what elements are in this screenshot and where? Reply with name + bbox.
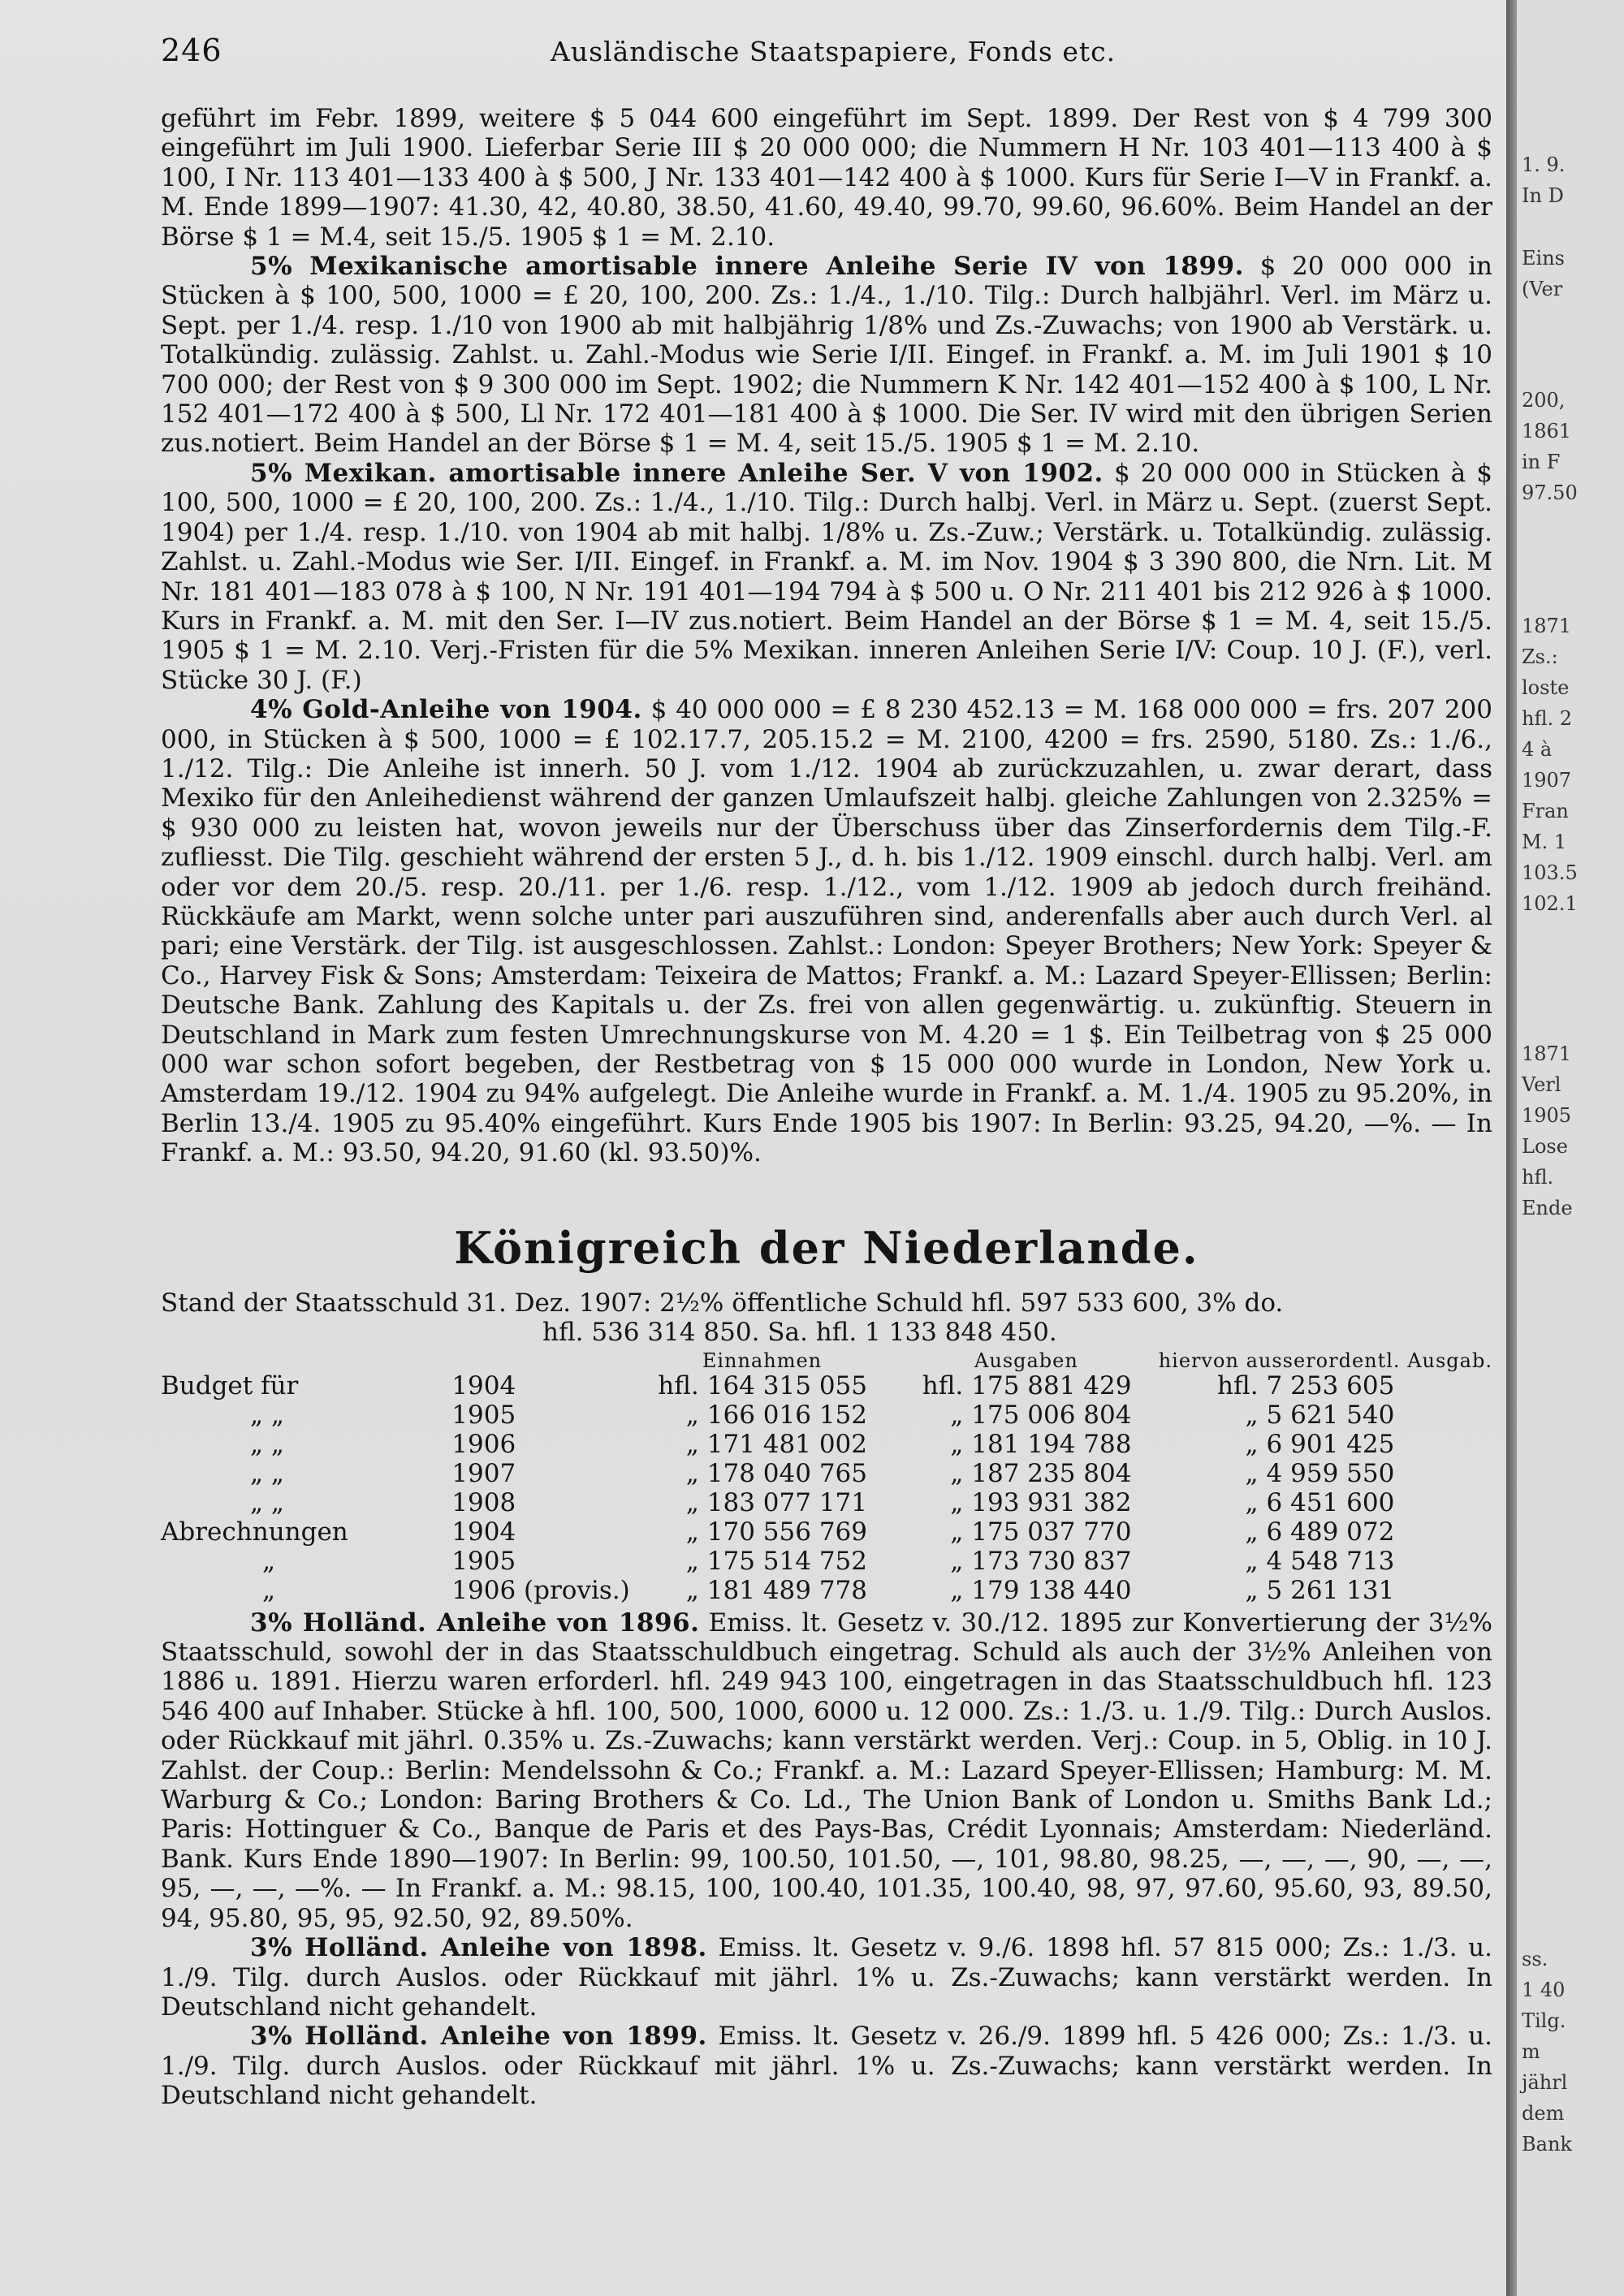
value-ausserordentl: 5 261 131 (1266, 1575, 1395, 1605)
bond-heading: 3% Holländ. Anleihe von 1898. (250, 1933, 707, 1963)
currency-ausserordentl: „ (1245, 1429, 1259, 1459)
paragraph-continuation: geführt im Febr. 1899, weitere $ 5 044 600 eingeführt im Sept. 1899. Der Rest von $ 4 799 300 eingeführt im Juli 1900. Lieferbar Serie III $ 20 000 000; die Nummern H Nr. 103 401—113 400 à $ 100, I Nr. 113 401—133 400 à $ 500, J Nr. 133 401—142 400 à $ 1000. Kurs für Serie I—V in Frankf. a. M. Ende 1899—1907: 41.30, 42, 40.80, 38.50, 41.60, 49.40, 99.70, 99.60, 96.60%. Beim Handel an der Börse $ 1 = M.4, seit 15./5. 1905 $ 1 = M. 2.10. (161, 104, 1492, 252)
value-ausserordentl: 7 253 605 (1266, 1370, 1395, 1400)
bond-heading: 4% Gold-Anleihe von 1904. (250, 695, 642, 725)
value-ausgaben: 175 006 804 (971, 1400, 1132, 1430)
adjacent-page-fragment: 1. 9. (1522, 153, 1566, 176)
state-debt-line-2: hfl. 536 314 850. Sa. hfl. 1 133 848 450. (542, 1317, 1057, 1347)
currency-ausgaben: „ (950, 1487, 964, 1517)
budget-header-row (161, 1350, 1492, 1371)
budget-row (161, 1400, 1492, 1430)
adjacent-page-fragment: in F (1522, 451, 1561, 473)
budget-table (161, 1350, 1492, 1605)
row-year: 1908 (451, 1487, 516, 1517)
currency-einnahmen: „ (685, 1458, 699, 1488)
adjacent-page-fragment: dem (1522, 2102, 1565, 2125)
row-year: 1906 (451, 1429, 516, 1459)
currency-einnahmen: „ (685, 1546, 699, 1576)
value-ausserordentl: 6 901 425 (1266, 1429, 1395, 1459)
currency-einnahmen: hfl. (658, 1370, 699, 1400)
currency-ausgaben: „ (950, 1575, 964, 1605)
value-ausserordentl: 4 959 550 (1266, 1458, 1395, 1488)
value-einnahmen: 166 016 152 (706, 1400, 867, 1430)
value-ausgaben: 179 138 440 (971, 1575, 1132, 1605)
row-label: „ (262, 1575, 276, 1605)
bond-entry-holland-1896 (161, 1608, 1492, 1933)
adjacent-page-fragment: Zs.: (1522, 645, 1558, 668)
row-year: 1906 (provis.) (451, 1575, 630, 1605)
adjacent-page-fragment: hfl. 2 (1522, 707, 1572, 730)
currency-einnahmen: „ (685, 1517, 699, 1547)
row-label: „ „ (250, 1429, 284, 1459)
col-header-ausgaben: Ausgaben (974, 1349, 1078, 1372)
bond-text: $ 20 000 000 in Stücken à $ 100, 500, 1000 = £ 20, 100, 200. Zs.: 1./4., 1./10. Tilg.: Durch halbjährl. Verl. im März u. Sept. per 1./4. resp. 1./10 von 1900 ab mit halbjährig 1/8% und Zs.-Zuwachs; von 1900 ab Verstärk. u. Totalkündig. zulässig. Zahlst. u. Zahl.-Modus wie Serie I/II. Eingef. in Frankf. a. M. im Juli 1901 $ 10 700 000; der Rest von $ 9 300 000 im Sept. 1902; die Nummern K Nr. 142 401—152 400 à $ 100, L Nr. 152 401—172 400 à $ 500, Ll Nr. 172 401—181 400 à $ 1000. Die Ser. IV wird mit den übrigen Serien zus.notiert. Beim Handel an der Börse $ 1 = M. 4, seit 15./5. 1905 $ 1 = M. 2.10. (161, 252, 1492, 459)
adjacent-page-fragment: 97.50 (1522, 481, 1578, 504)
adjacent-page-fragment: 4 à (1522, 738, 1553, 761)
bond-text: Emiss. lt. Gesetz v. 26./9. 1899 hfl. 5 426 000; Zs.: 1./3. u. 1./9. Tilg. durch Auslos. oder Rückkauf mit jährl. 1% u. Zs.-Zuwachs; kann verstärkt werden. In Deutschland nicht gehandelt. (161, 2022, 1492, 2111)
value-ausserordentl: 5 621 540 (1266, 1400, 1395, 1430)
bond-heading: 5% Mexikan. amortisable innere Anleihe Ser. V von 1902. (250, 458, 1104, 488)
row-label: „ (262, 1546, 276, 1576)
bond-text: $ 40 000 000 = £ 8 230 452.13 = M. 168 000 000 = frs. 207 200 000, in Stücken à $ 500, 1000 = £ 102.17.7, 205.15.2 = M. 2100, 4200 = frs. 2590, 5180. Zs.: 1./6., 1./12. Tilg.: Die Anleihe ist innerh. 50 J. vom 1./12. 1904 ab zurückzuzahlen, u. zwar derart, dass Mexiko für den Anleihedienst während der ganzen Umlaufszeit halbj. gleiche Zahlungen von 2.325% = $ 930 000 zu leisten hat, wovon jeweils nur der Überschuss über das Zinserfordernis dem Tilg.-F. zufliesst. Die Tilg. geschieht während der ersten 5 J., d. h. bis 1./12. 1909 einschl. durch halbj. Verl. am oder vor dem 20./5. resp. 20./11. per 1./6. resp. 1./12., vom 1./12. 1909 ab jedoch durch freihänd. Rückkäufe am Markt, wenn solche unter pari auszuführen sind, anderenfalls aber auch durch Verl. al pari; eine Verstärk. der Tilg. ist ausgeschlossen. Zahlst.: London: Speyer Brothers; New York: Speyer & Co., Harvey Fisk & Sons; Amsterdam: Teixeira de Mattos; Frankf. a. M.: Lazard Speyer-Ellissen; Berlin: Deutsche Bank. Zahlung des Kapitals u. der Zs. frei von allen gegenwärtig. u. zukünftig. Steuern in Deutschland in Mark zum festen Umrechnungskurse von M. 4.20 = 1 $. Ein Teilbetrag von $ 25 000 000 war schon sofort begeben, der Restbetrag von $ 15 000 000 wurde in London, New York u. Amsterdam 19./12. 1904 zu 94% aufgelegt. Die Anleihe wurde in Frankf. a. M. 1./4. 1905 zu 95.20%, in Berlin 13./4. 1905 zu 95.40% eingeführt. Kurs Ende 1905 bis 1907: In Berlin: 93.25, 94.20, —%. — In Frankf. a. M.: 93.50, 94.20, 91.60 (kl. 93.50)%. (161, 695, 1492, 1168)
section-title: Königreich der Niederlande. (454, 1221, 1199, 1274)
adjacent-page-fragment: Bank (1522, 2133, 1572, 2156)
budget-body (161, 1371, 1492, 1605)
adjacent-page-fragment: Eins (1522, 247, 1565, 270)
currency-ausserordentl: „ (1245, 1458, 1259, 1488)
bond-heading: 5% Mexikanische amortisable innere Anleihe Serie IV von 1899. (250, 252, 1244, 282)
bond-entry-mexico-gold-1904 (161, 695, 1492, 1168)
value-einnahmen: 170 556 769 (706, 1517, 867, 1547)
bond-heading: 3% Holländ. Anleihe von 1896. (250, 1608, 700, 1638)
row-label: Abrechnungen (161, 1517, 348, 1547)
currency-ausgaben: „ (950, 1458, 964, 1488)
currency-ausserordentl: hfl. (1217, 1370, 1259, 1400)
value-ausserordentl: 6 451 600 (1266, 1487, 1395, 1517)
value-einnahmen: 181 489 778 (706, 1575, 867, 1605)
currency-einnahmen: „ (685, 1487, 699, 1517)
value-ausgaben: 193 931 382 (971, 1487, 1132, 1517)
budget-row (161, 1371, 1492, 1400)
currency-ausserordentl: „ (1245, 1517, 1259, 1547)
row-year: 1904 (451, 1517, 516, 1547)
adjacent-page-fragment: hfl. (1522, 1166, 1554, 1189)
bond-text: Emiss. lt. Gesetz v. 30./12. 1895 zur Konvertierung der 3½% Staatsschuld, sowohl der in das Staatsschuldbuch eingetrag. Schuld als auch der 3½% Anleihen von 1886 u. 1891. Hierzu waren erforderl. hfl. 249 943 100, eingetragen in das Staatsschuldbuch hfl. 123 546 400 auf Inhaber. Stücke à hfl. 100, 500, 1000, 6000 u. 12 000. Zs.: 1./3. u. 1./9. Tilg.: Durch Auslos. oder Rückkauf mit jährl. 0.35% u. Zs.-Zuwachs; kann verstärkt werden. Verj.: Coup. in 5, Oblig. in 10 J. Zahlst. der Coup.: Berlin: Mendelssohn & Co.; Frankf. a. M.: Lazard Speyer-Ellissen; Hamburg: M. M. Warburg & Co.; London: Baring Brothers & Co. Ld., The Union Bank of London u. Smiths Bank Ld.; Paris: Hottinguer & Co., Banque de Paris et des Pays-Bas, Crédit Lyonnais; Amsterdam: Niederländ. Bank. Kurs Ende 1890—1907: In Berlin: 99, 100.50, 101.50, —, 101, 98.80, 98.25, —, —, —, 90, —, —, 95, —, —, —%. — In Frankf. a. M.: 98.15, 100, 100.40, 101.35, 100.40, 98, 97, 97.60, 95.60, 93, 89.50, 94, 95.80, 95, 95, 92.50, 92, 89.50%. (161, 1608, 1492, 1933)
bond-entry-mexico-serie-iv (161, 252, 1492, 459)
value-einnahmen: 164 315 055 (706, 1370, 867, 1400)
adjacent-page-fragment: 1871 (1522, 615, 1572, 637)
row-year: 1905 (451, 1400, 516, 1430)
value-ausgaben: 173 730 837 (971, 1546, 1132, 1576)
currency-einnahmen: „ (685, 1575, 699, 1605)
value-einnahmen: 175 514 752 (706, 1546, 867, 1576)
bond-entry-mexico-serie-v (161, 459, 1492, 695)
adjacent-page-fragment: 1871 (1522, 1042, 1572, 1065)
budget-row (161, 1430, 1492, 1459)
adjacent-page-fragment: In D (1522, 184, 1564, 207)
adjacent-page-fragment: ss. (1522, 1948, 1548, 1970)
currency-ausserordentl: „ (1245, 1575, 1259, 1605)
page-header (161, 32, 1492, 73)
currency-ausserordentl: „ (1245, 1487, 1259, 1517)
value-einnahmen: 178 040 765 (706, 1458, 867, 1488)
adjacent-page-fragment: 102.1 (1522, 892, 1578, 915)
row-year: 1904 (451, 1370, 516, 1400)
bond-text: Emiss. lt. Gesetz v. 9./6. 1898 hfl. 57 815 000; Zs.: 1./3. u. 1./9. Tilg. durch Auslos. oder Rückkauf mit jährl. 1% u. Zs.-Zuwachs; kann verstärkt werden. In Deutschland nicht gehandelt. (161, 1933, 1492, 2022)
adjacent-page-fragment: M. 1 (1522, 831, 1567, 853)
row-label: „ „ (250, 1400, 284, 1430)
running-title: Ausländische Staatspapiere, Fonds etc. (551, 36, 1116, 67)
value-ausgaben: 181 194 788 (971, 1429, 1132, 1459)
bond-entry-holland-1899 (161, 2022, 1492, 2110)
adjacent-page-fragment: 1905 (1522, 1104, 1572, 1127)
bond-heading: 3% Holländ. Anleihe von 1899. (250, 2022, 707, 2052)
budget-row (161, 1488, 1492, 1517)
budget-row (161, 1547, 1492, 1576)
book-gutter (1506, 0, 1517, 2296)
value-ausserordentl: 4 548 713 (1266, 1546, 1395, 1576)
adjacent-page-fragment: Lose (1522, 1135, 1568, 1158)
budget-row (161, 1517, 1492, 1547)
adjacent-page-fragment: loste (1522, 676, 1570, 699)
row-label: „ „ (250, 1487, 284, 1517)
adjacent-page-fragment: Fran (1522, 800, 1569, 822)
page-body (161, 104, 1492, 2111)
budget-row (161, 1576, 1492, 1605)
value-einnahmen: 183 077 171 (706, 1487, 867, 1517)
bond-text: $ 20 000 000 in Stücken à $ 100, 500, 1000 = £ 20, 100, 200. Zs.: 1./4., 1./10. Tilg.: Durch halbj. Verl. in März u. Sept. (zuerst Sept. 1904) per 1./4. resp. 1./10. von 1904 ab mit halbj. 1/8% u. Zs.-Zuw.; Verstärk. u. Totalkündig. zulässig. Zahlst. u. Zahl.-Modus wie Ser. I/II. Eingef. in Frankf. a. M. im Nov. 1904 $ 3 390 800, die Nrn. Lit. M Nr. 181 401—183 078 à $ 100, N Nr. 191 401—194 794 à $ 500 u. O Nr. 211 401 bis 212 926 à $ 1000. Kurs in Frankf. a. M. mit den Ser. I—IV zus.notiert. Beim Handel an der Börse $ 1 = M. 4, seit 15./5. 1905 $ 1 = M. 2.10. Verj.-Fristen für die 5% Mexikan. inneren Anleihen Serie I/V: Coup. 10 J. (F.), verl. Stücke 30 J. (F.) (161, 458, 1492, 695)
currency-einnahmen: „ (685, 1400, 699, 1430)
currency-ausgaben: „ (950, 1400, 964, 1430)
adjacent-page-fragment: 1 40 (1522, 1979, 1566, 2001)
currency-ausserordentl: „ (1245, 1546, 1259, 1576)
adjacent-page-fragment: 200, (1522, 389, 1566, 412)
currency-einnahmen: „ (685, 1429, 699, 1459)
adjacent-page-fragment: Tilg. (1522, 2009, 1566, 2032)
currency-ausserordentl: „ (1245, 1400, 1259, 1430)
value-ausgaben: 175 037 770 (971, 1517, 1132, 1547)
adjacent-page-fragment: jährl (1522, 2071, 1568, 2094)
value-ausserordentl: 6 489 072 (1266, 1517, 1395, 1547)
adjacent-page-fragment: m (1522, 2040, 1540, 2063)
currency-ausgaben: „ (950, 1546, 964, 1576)
page-number: 246 (161, 32, 222, 68)
value-einnahmen: 171 481 002 (706, 1429, 867, 1459)
adjacent-page-fragment: 1907 (1522, 769, 1572, 792)
budget-row (161, 1459, 1492, 1488)
value-ausgaben: 175 881 429 (971, 1370, 1132, 1400)
col-header-ausserordentl: hiervon ausserordentl. Ausgab. (1158, 1349, 1492, 1372)
col-header-einnahmen: Einnahmen (702, 1349, 823, 1372)
row-label: „ „ (250, 1458, 284, 1488)
adjacent-page-edge (1517, 0, 1624, 2296)
value-ausgaben: 187 235 804 (971, 1458, 1132, 1488)
currency-ausgaben: hfl. (922, 1370, 964, 1400)
row-year: 1907 (451, 1458, 516, 1488)
adjacent-page-fragment: (Ver (1522, 278, 1563, 300)
adjacent-page-fragment: Ende (1522, 1197, 1573, 1219)
adjacent-page-fragment: 1861 (1522, 420, 1572, 442)
currency-ausgaben: „ (950, 1517, 964, 1547)
adjacent-page-fragment: 103.5 (1522, 861, 1578, 884)
row-year: 1905 (451, 1546, 516, 1576)
state-debt-line-1: Stand der Staatsschuld 31. Dez. 1907: 2½% öffentliche Schuld hfl. 597 533 600, 3% do. (161, 1288, 1284, 1318)
currency-ausgaben: „ (950, 1429, 964, 1459)
bond-entry-holland-1898 (161, 1933, 1492, 2022)
row-label: Budget für (161, 1370, 299, 1400)
adjacent-page-fragment: Verl (1522, 1073, 1561, 1096)
